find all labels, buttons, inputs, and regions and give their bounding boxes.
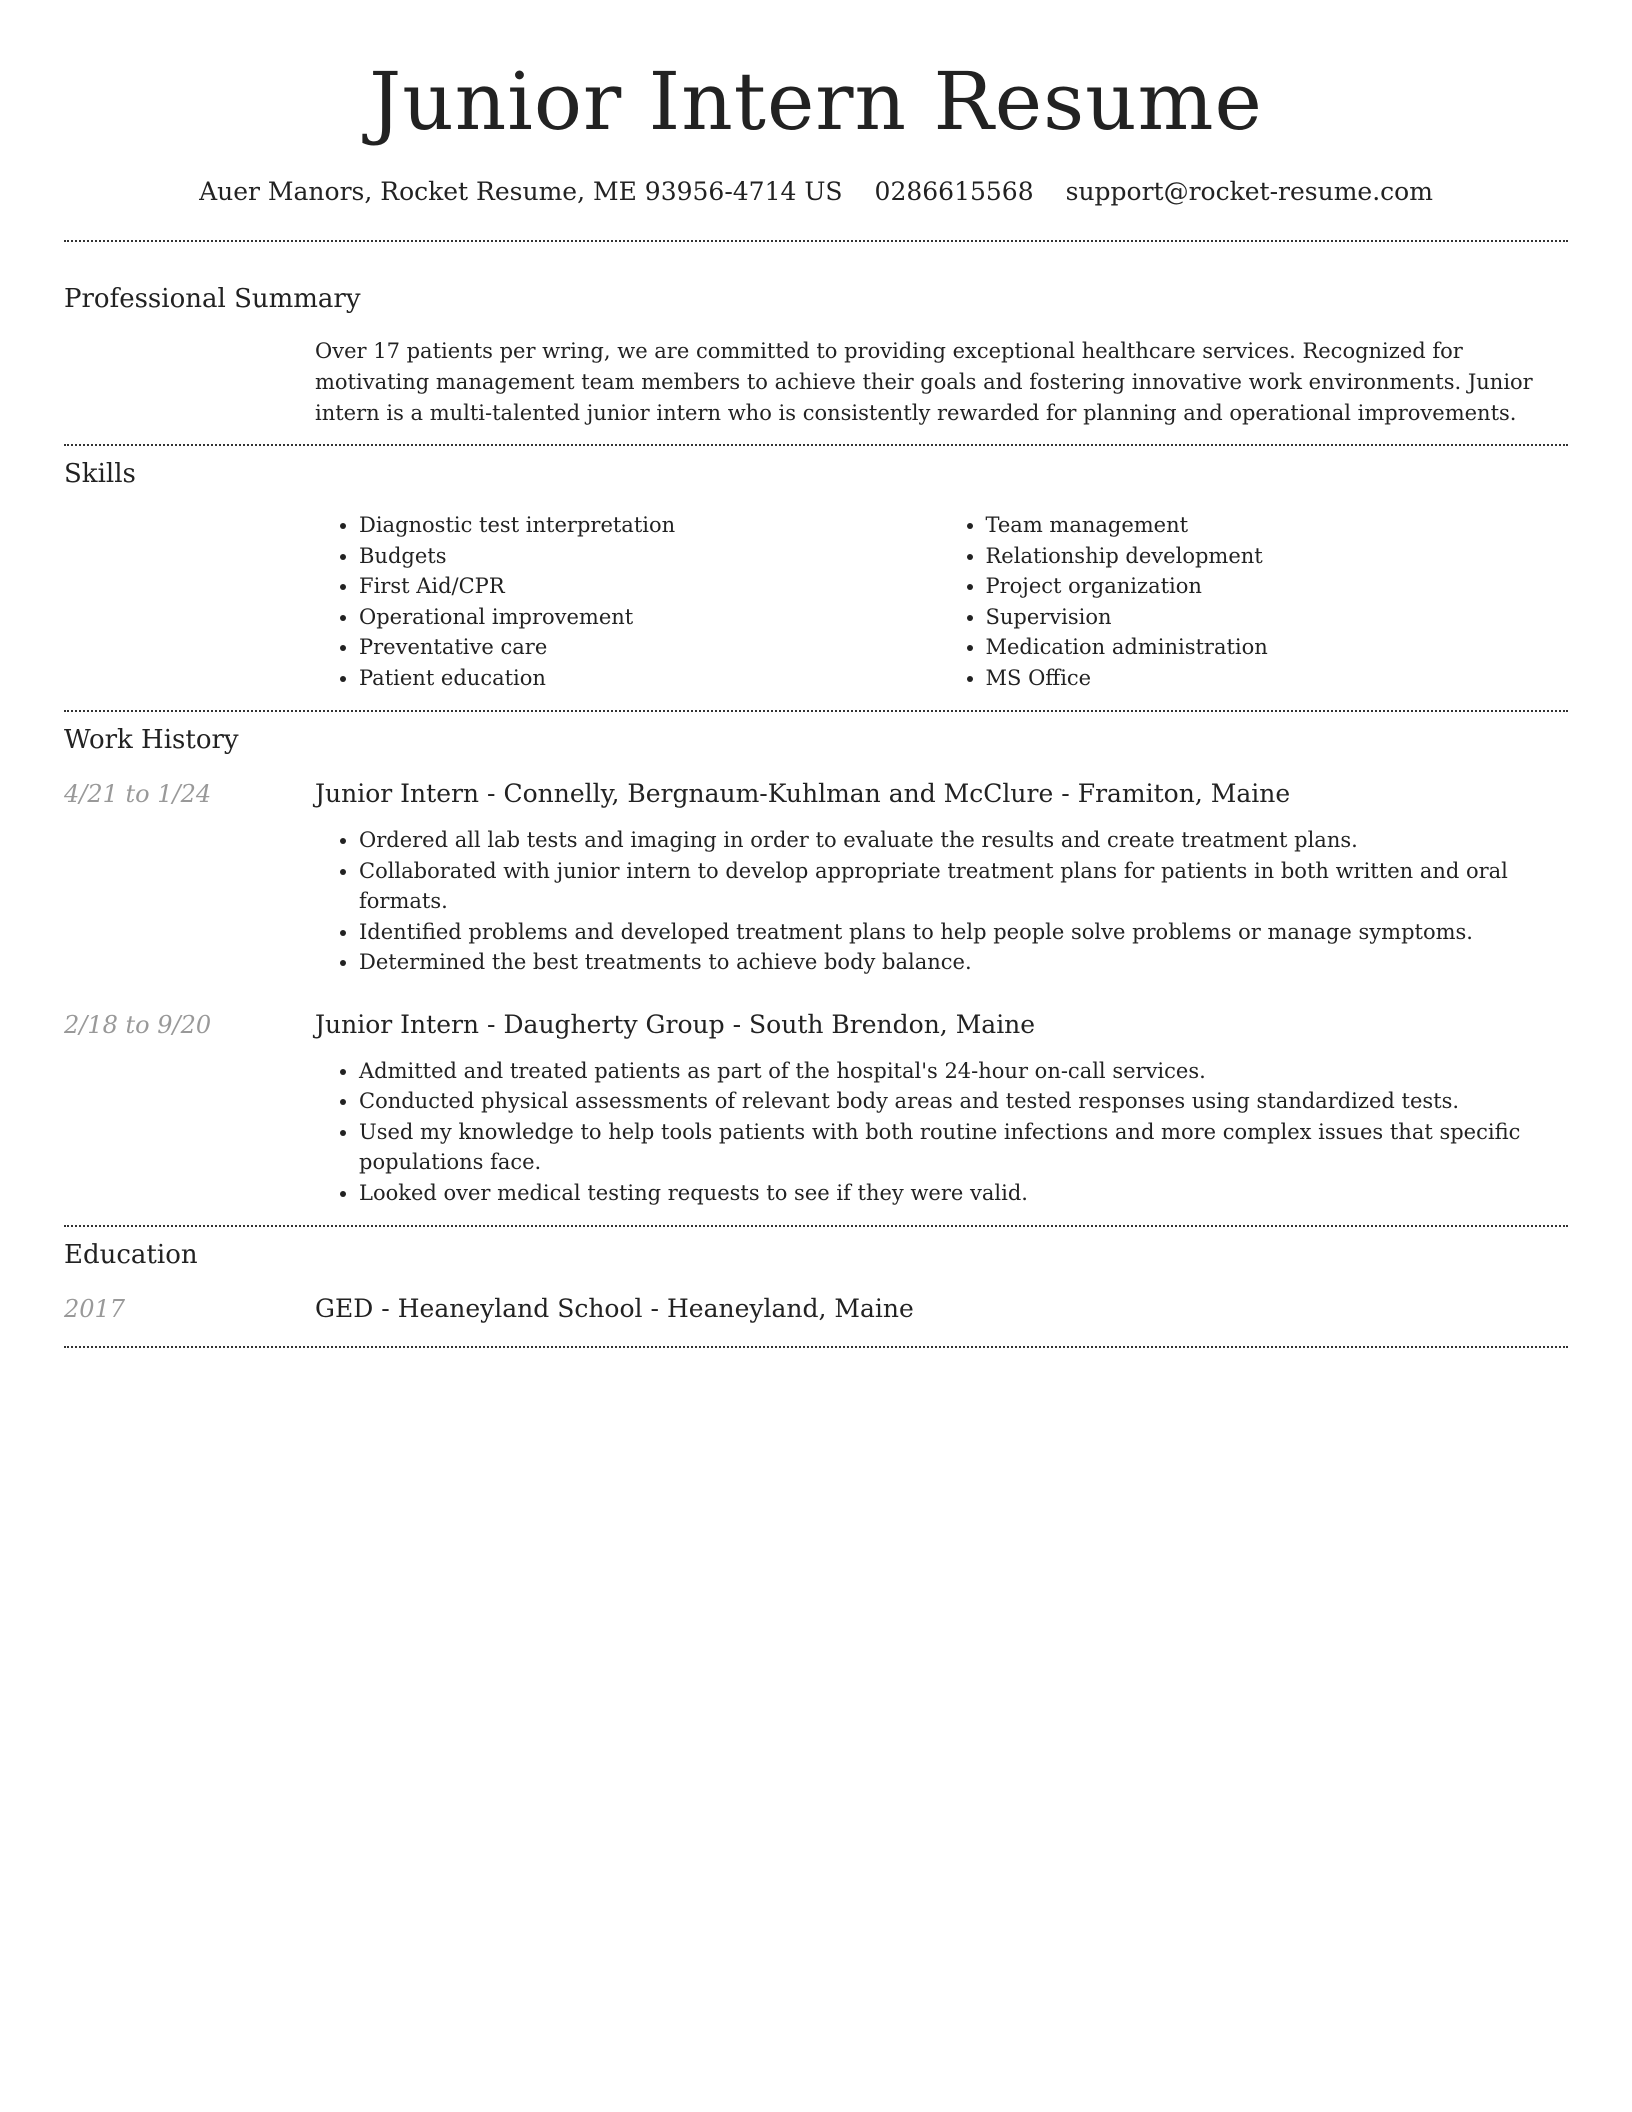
skill-item: • Team management <box>986 510 1569 541</box>
skill-item: • Patient education <box>359 663 942 694</box>
education-year: 2017 <box>64 1295 126 1323</box>
summary-body <box>315 336 1568 429</box>
skill-item: • Relationship development <box>986 541 1569 572</box>
education-details <box>315 1292 1568 1326</box>
resume-page <box>64 0 1568 1348</box>
job-bullet: • Conducted physical assessments of relevant body areas and tested responses using standardized tests. <box>359 1086 1568 1117</box>
divider <box>64 444 1568 446</box>
job-bullet: • Identified problems and developed treatment plans to help people solve problems or manage symptoms. <box>359 917 1568 948</box>
job-bullet: • Determined the best treatments to achieve body balance. <box>359 947 1568 978</box>
work-history-section <box>64 723 1568 1208</box>
job-heading <box>315 1008 1568 1042</box>
skill-item: • Budgets <box>359 541 942 572</box>
work-history-heading: Work History <box>64 725 239 755</box>
job-bullet: • Looked over medical testing requests to see if they were valid. <box>359 1178 1568 1209</box>
job-bullets <box>315 825 1568 978</box>
summary-heading: Professional Summary <box>64 284 361 314</box>
job-bullet: • Ordered all lab tests and imaging in order to evaluate the results and create treatment plans. <box>359 825 1568 856</box>
separator: - <box>650 1294 659 1323</box>
divider <box>64 240 1568 242</box>
job-bullet: • Collaborated with junior intern to develop appropriate treatment plans for patients in both written and oral formats. <box>359 856 1568 917</box>
skill-item: • Supervision <box>986 602 1569 633</box>
summary-section <box>64 282 1568 429</box>
skill-item: • Preventative care <box>359 632 942 663</box>
education-school: Heaneyland School <box>397 1294 643 1323</box>
skills-column-right <box>942 510 1569 693</box>
education-section <box>64 1238 1568 1326</box>
skill-item: • MS Office <box>986 663 1569 694</box>
education-degree: GED <box>315 1294 374 1323</box>
separator: - <box>487 779 496 808</box>
job-bullet: • Used my knowledge to help tools patients with both routine infections and more complex issues that specific populations face. <box>359 1117 1568 1178</box>
education-heading-line <box>315 1292 1568 1326</box>
job-location: South Brendon, Maine <box>749 1009 1036 1039</box>
separator: - <box>487 1009 496 1039</box>
contact-line <box>64 176 1568 208</box>
skill-item: • Medication administration <box>986 632 1569 663</box>
skills-list <box>315 510 1568 693</box>
job-dates: 4/21 to 1/24 <box>64 780 212 808</box>
phone: 0286615568 <box>874 177 1034 206</box>
job-title: Junior Intern <box>315 1009 480 1039</box>
job-company: Connelly, Bergnaum-Kuhlman and McClure <box>503 779 1054 808</box>
divider <box>64 710 1568 712</box>
skill-item: • First Aid/CPR <box>359 571 942 602</box>
divider <box>64 1346 1568 1348</box>
separator: - <box>1061 779 1070 808</box>
divider <box>64 1225 1568 1227</box>
job-bullets <box>315 1056 1568 1209</box>
summary-text: Over 17 patients per wring, we are committed to providing exceptional healthcare services. Recognized for motivating management team members to achieve their goals and fostering innovative work environments. Junior intern is a multi-talented junior intern who is consistently rewarded for planning and operational improvements. <box>315 339 1533 425</box>
education-location: Heaneyland, Maine <box>666 1294 914 1323</box>
job-entry <box>64 1008 1568 1209</box>
separator: - <box>381 1294 390 1323</box>
skill-item: • Diagnostic test interpretation <box>359 510 942 541</box>
address: Auer Manors, Rocket Resume, ME 93956-4714 US <box>199 177 843 206</box>
job-bullet: • Admitted and treated patients as part of the hospital's 24-hour on-call services. <box>359 1056 1568 1087</box>
job-entry <box>64 777 1568 978</box>
skills-section <box>64 457 1568 693</box>
job-heading <box>315 777 1568 811</box>
education-heading: Education <box>64 1240 198 1270</box>
job-title: Junior Intern <box>315 779 480 808</box>
job-company: Daugherty Group <box>503 1009 725 1039</box>
skill-item: • Operational improvement <box>359 602 942 633</box>
skills-heading: Skills <box>64 459 136 489</box>
job-dates: 2/18 to 9/20 <box>64 1010 212 1039</box>
skills-column-left <box>315 510 942 693</box>
job-details <box>315 777 1568 978</box>
separator: - <box>732 1009 742 1039</box>
skill-item: • Project organization <box>986 571 1569 602</box>
resume-title: Junior Intern Resume <box>369 55 1263 148</box>
job-location: Framiton, Maine <box>1077 779 1291 808</box>
education-entry <box>64 1292 1568 1326</box>
job-details <box>315 1008 1568 1209</box>
email: support@rocket-resume.com <box>1065 177 1433 206</box>
